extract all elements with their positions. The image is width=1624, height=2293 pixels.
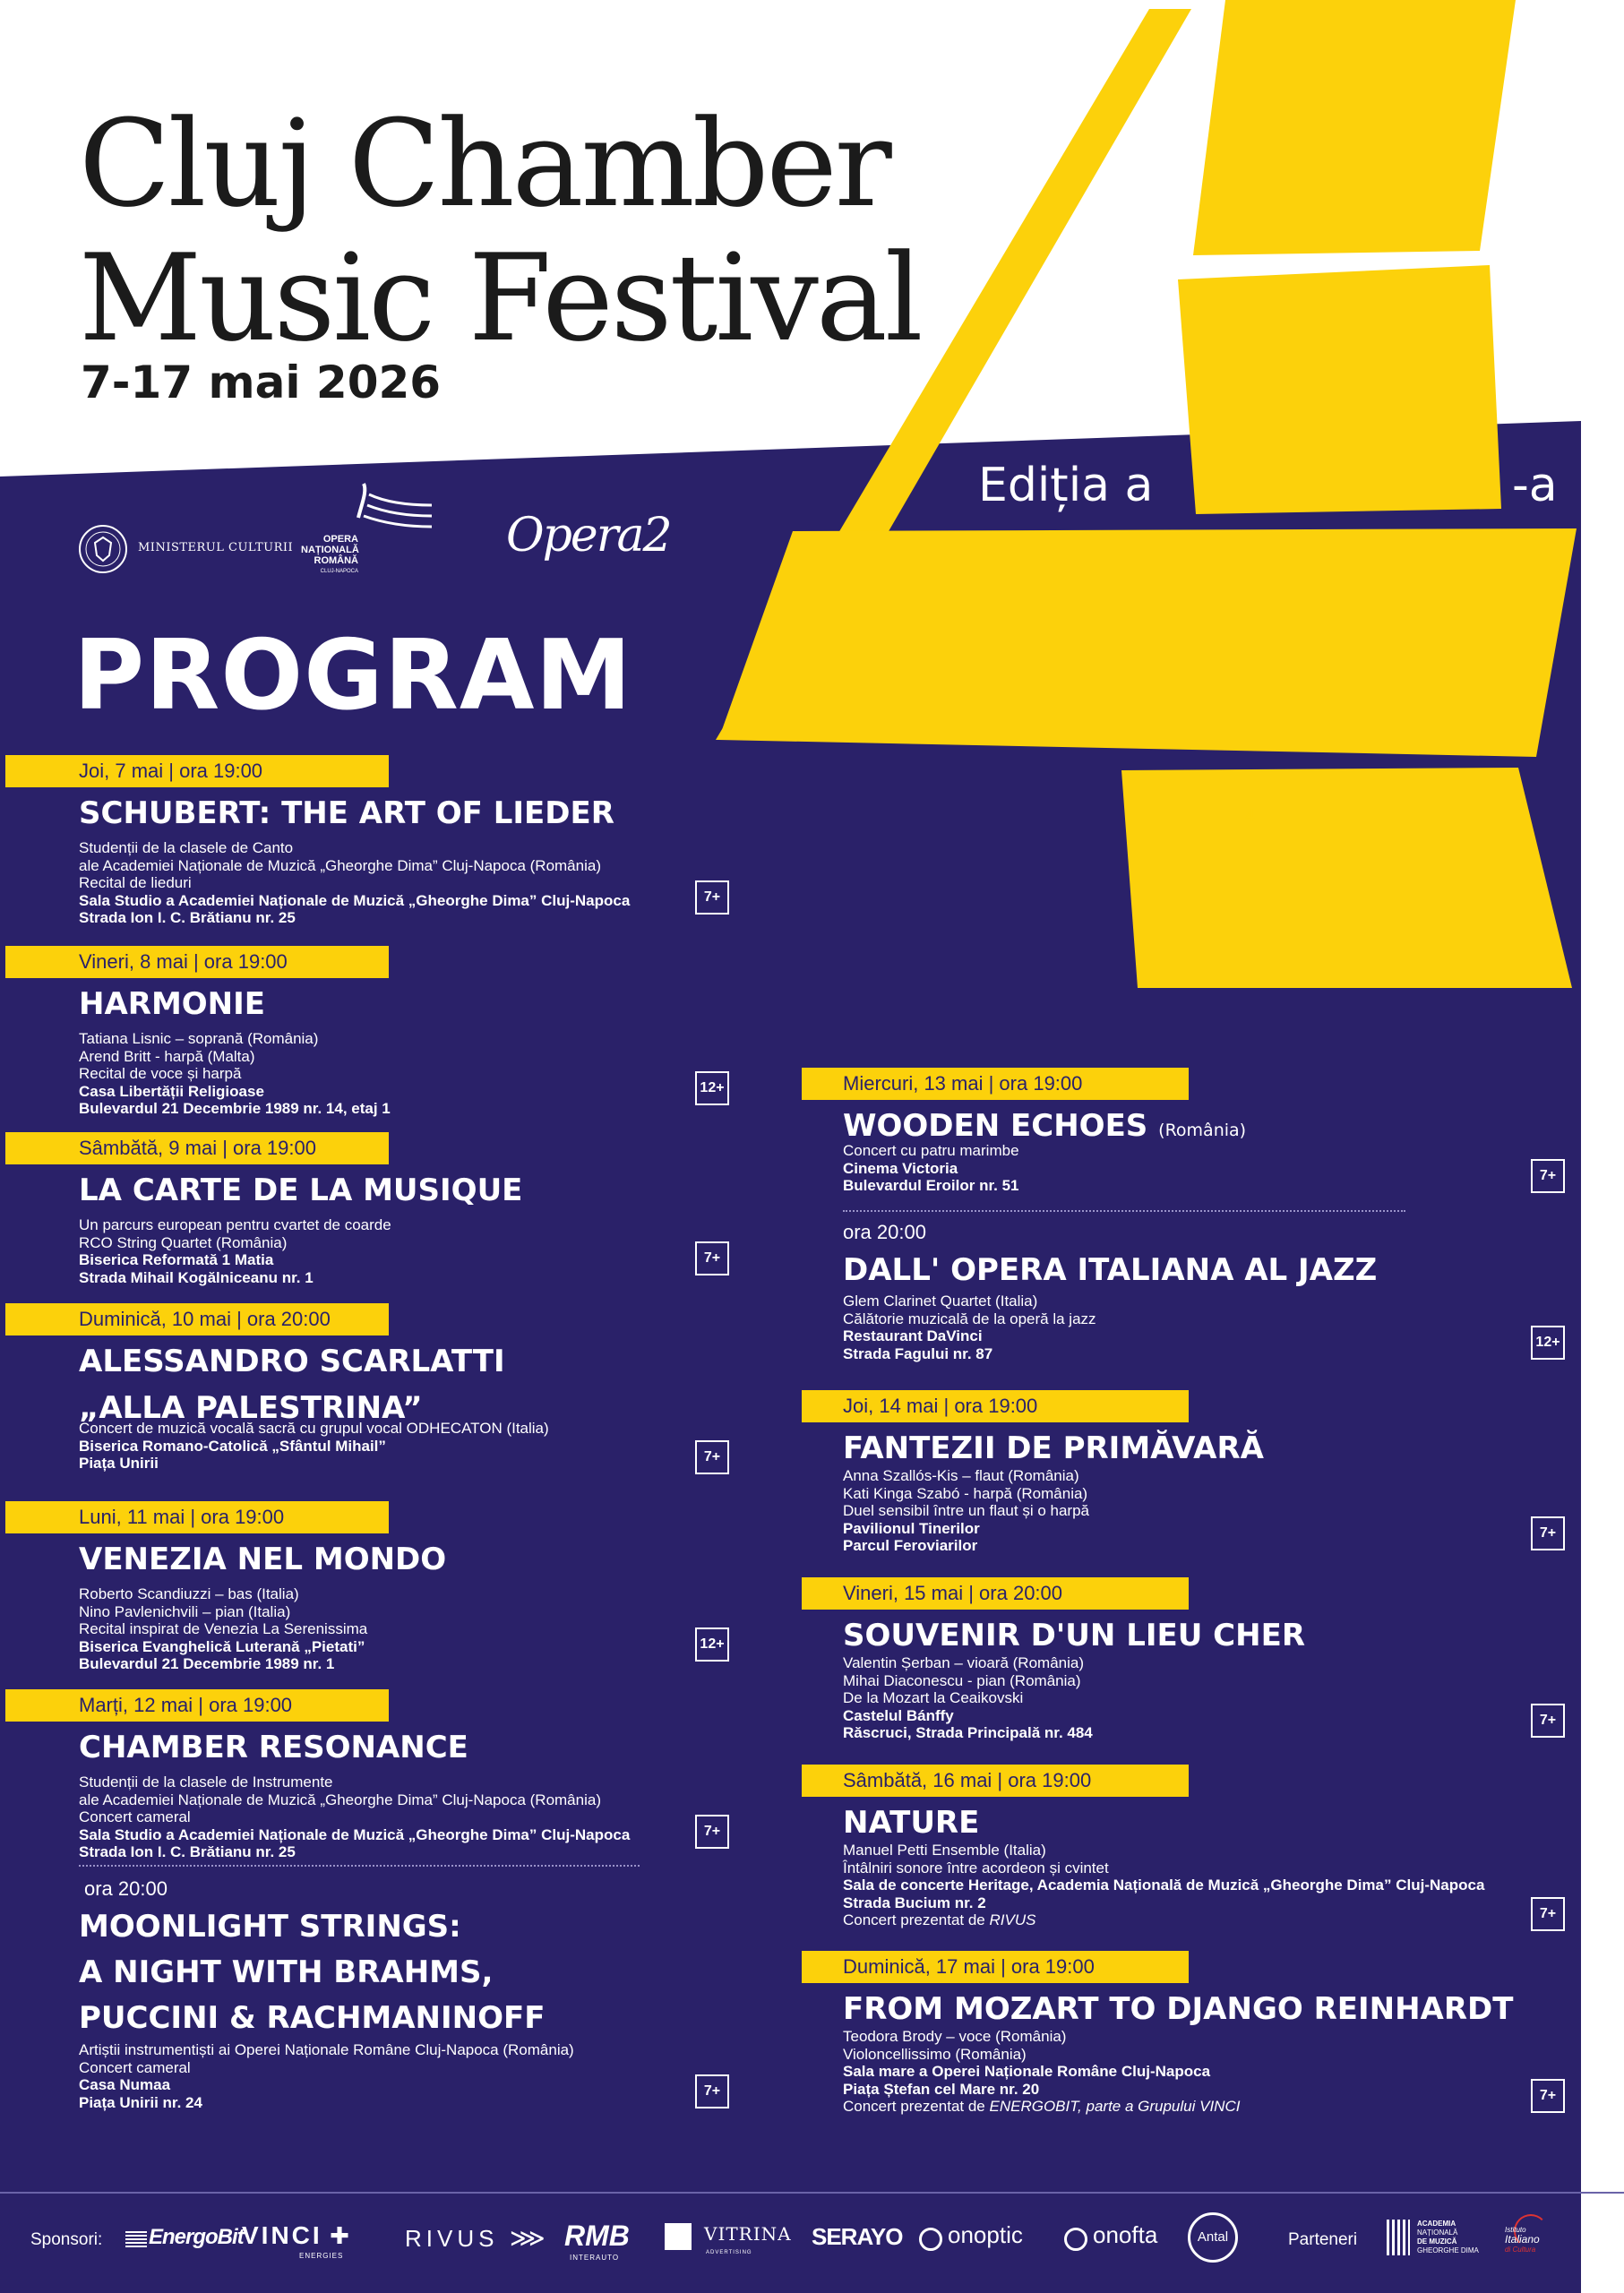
event-details [79, 1773, 630, 1861]
event-title: ALESSANDRO SCARLATTI [79, 1344, 505, 1379]
event-detail-line: Un parcurs european pentru cvartet de coarde [79, 1216, 391, 1233]
event-title-line-3: PUCCINI & RACHMANINOFF [79, 2000, 546, 2036]
partner-text-line: DE MUZICĂ [1417, 2237, 1457, 2246]
ministry-logo [77, 523, 294, 580]
sponsor-name: Antal [1197, 2229, 1229, 2245]
event-title-text: WOODEN ECHOES [843, 1108, 1148, 1144]
event-venue: Restaurant DaVinci [843, 1327, 983, 1344]
event-venue: Casa Libertății Religioase [79, 1082, 264, 1100]
event-date: Luni, 11 mai | ora 19:00 [5, 1501, 389, 1533]
sponsor-name: RMB [564, 2220, 630, 2252]
event-detail-line: Manuel Petti Ensemble (Italia) [843, 1842, 1046, 1859]
event-detail-line: Concert cu patru marimbe [843, 1142, 1019, 1159]
event-detail-line: Nino Pavlenichvili – pian (Italia) [79, 1602, 291, 1620]
partners-label: Parteneri [1288, 2230, 1358, 2249]
event-presenter [843, 1911, 1484, 1929]
event-detail-line: Duel sensibil între un flaut și o harpă [843, 1502, 1089, 1519]
presenter-name: ENERGOBIT, parte a Grupului VINCI [989, 2098, 1241, 2115]
event-details [79, 1585, 367, 1673]
event-details [79, 1030, 391, 1118]
event-date: Sâmbătă, 9 mai | ora 19:00 [5, 1132, 389, 1164]
event-venue: Biserica Evanghelică Luterană „Pietati” [79, 1637, 365, 1655]
event-detail-line: Violoncellissimo (România) [843, 2045, 1027, 2063]
event-title-note: (România) [1158, 1121, 1247, 1140]
title-line-1: Cluj Chamber [79, 94, 889, 234]
event-date: Marți, 12 mai | ora 19:00 [5, 1689, 389, 1722]
opera-logo-line-2: NAȚIONALĂ [301, 545, 359, 555]
sponsor-logo-rmb [564, 2220, 630, 2262]
event-details [843, 1292, 1096, 1362]
opera2-logo-text: Opera2 [506, 509, 671, 563]
event-title: MOONLIGHT STRINGS: [79, 1909, 461, 1945]
event-venue: Sala Studio a Academiei Naționale de Muzică „Gheorghe Dima” Cluj-Napoca [79, 1825, 631, 1843]
age-rating-badge: 12+ [695, 1627, 729, 1662]
event-detail-line: Concert cameral [79, 2058, 191, 2076]
four-bottom-bar [1121, 768, 1572, 988]
event-date: Miercuri, 13 mai | ora 19:00 [802, 1068, 1189, 1100]
event-time: ora 20:00 [843, 1221, 926, 1243]
academia-keys-icon [1387, 2220, 1410, 2255]
event-title: FANTEZII DE PRIMĂVARĂ [843, 1430, 1264, 1466]
event-venue: Casa Numaa [79, 2076, 171, 2093]
event-details [843, 1842, 1484, 1929]
age-rating-badge: 7+ [1531, 1159, 1565, 1193]
event-detail-line: Studenții de la clasele de Canto [79, 839, 294, 856]
event-title: NATURE [843, 1805, 980, 1841]
event-address: Strada Ion I. C. Brătianu nr. 25 [79, 909, 296, 926]
opera-waves-icon [299, 482, 434, 536]
event-address: Bulevardul 21 Decembrie 1989 nr. 1 [79, 1655, 335, 1672]
event-address: Parcul Feroviarilor [843, 1537, 978, 1554]
event-detail-line: ale Academiei Naționale de Muzică „Gheorghe Dima” Cluj-Napoca (România) [79, 1791, 601, 1808]
age-rating-badge: 7+ [695, 880, 729, 915]
event-address: Bulevardul 21 Decembrie 1989 nr. 14, etaj 1 [79, 1100, 391, 1117]
event-title: LA CARTE DE LA MUSIQUE [79, 1172, 523, 1208]
sponsor-subtitle: ENERGIES [299, 2252, 344, 2260]
partner-text-line: ACADEMIA [1417, 2220, 1456, 2228]
event-details [843, 1467, 1089, 1555]
opera2-logo [506, 509, 671, 563]
sponsor-name: VINCI [242, 2221, 322, 2249]
event-details [843, 1654, 1093, 1742]
event-detail-line: Studenții de la clasele de Instrumente [79, 1773, 333, 1791]
edition-prefix: Ediția a [978, 459, 1154, 512]
event-details [79, 2041, 574, 2111]
event-detail-line: Recital inspirat de Venezia La Serenissima [79, 1620, 368, 1637]
event-address: Strada Bucium nr. 2 [843, 1894, 986, 1911]
program-heading: PROGRAM [73, 620, 632, 732]
event-detail-line: ale Academiei Naționale de Muzică „Gheorghe Dima” Cluj-Napoca (România) [79, 856, 601, 874]
event-detail-line: Arend Britt - harpă (Malta) [79, 1047, 255, 1065]
event-date: Vineri, 8 mai | ora 19:00 [5, 946, 389, 978]
event-details [79, 1420, 549, 1473]
four-mid-bar [1178, 265, 1501, 514]
opera-logo-line-4: CLUJ-NAPOCA [320, 569, 358, 574]
opera-logo-line-3: ROMÂNĂ [314, 555, 358, 566]
event-address: Bulevardul Eroilor nr. 51 [843, 1177, 1019, 1194]
sponsor-name: onofta [1093, 2221, 1158, 2248]
partner-text-line: Istituto [1505, 2226, 1526, 2234]
partner-text-line: NAȚIONALĂ [1417, 2229, 1458, 2237]
age-rating-badge: 7+ [1531, 2079, 1565, 2113]
event-detail-line: Valentin Șerban – vioară (România) [843, 1654, 1084, 1671]
event-address: Piața Unirii nr. 24 [79, 2093, 202, 2111]
event-address: Strada Mihail Kogălniceanu nr. 1 [79, 1268, 314, 1286]
event-title: SCHUBERT: THE ART OF LIEDER [79, 795, 614, 831]
event-details [843, 1142, 1019, 1195]
event-venue: Biserica Reformată 1 Matia [79, 1251, 274, 1268]
partner-logo-academia [1387, 2220, 1479, 2255]
event-details [843, 2028, 1240, 2116]
event-detail-line: Glem Clarinet Quartet (Italia) [843, 1292, 1038, 1310]
presenter-prefix: Concert prezentat de [843, 2098, 990, 2115]
event-title-line-2: „ALLA PALESTRINA” [79, 1390, 423, 1426]
event-detail-line: Roberto Scandiuzzi – bas (Italia) [79, 1585, 299, 1602]
age-rating-badge: 12+ [1531, 1326, 1565, 1360]
event-title: DALL' OPERA ITALIANA AL JAZZ [843, 1252, 1378, 1288]
sponsor-subtitle: INTERAUTO [570, 2254, 620, 2262]
presenter-prefix: Concert prezentat de [843, 1911, 990, 1928]
age-rating-badge: 7+ [695, 1815, 729, 1849]
event-detail-line: Recital de lieduri [79, 874, 192, 891]
event-venue: Pavilionul Tinerilor [843, 1519, 980, 1537]
sponsor-logo-vinci [242, 2221, 349, 2260]
event-venue: Sala de concerte Heritage, Academia Națională de Muzică „Gheorghe Dima” Cluj-Napoca [843, 1876, 1485, 1894]
age-rating-badge: 7+ [1531, 1516, 1565, 1550]
sponsor-logo-onofta [1064, 2221, 1157, 2251]
title-line-2: Music Festival [79, 228, 921, 368]
dotted-separator [79, 1865, 640, 1867]
event-details [79, 839, 630, 927]
sponsor-name: EnergoBit [149, 2225, 244, 2249]
onoptic-eye-icon [919, 2228, 942, 2251]
sponsor-logo-onoptic [919, 2221, 1023, 2251]
sponsors-bar [0, 2193, 1624, 2293]
event-venue: Sala mare a Operei Naționale Române Cluj-Napoca [843, 2063, 1211, 2080]
event-address: Strada Fagului nr. 87 [843, 1344, 993, 1362]
opera-nationala-logo [299, 482, 434, 574]
age-rating-badge: 7+ [1531, 1897, 1565, 1931]
edition-suffix: -a [1512, 459, 1558, 512]
event-venue: Sala Studio a Academiei Naționale de Muzică „Gheorghe Dima” Cluj-Napoca [79, 891, 631, 909]
age-rating-badge: 7+ [695, 1241, 729, 1275]
sponsor-subtitle: ADVERTISING [706, 2250, 752, 2255]
ministry-seal-icon [77, 523, 129, 575]
partner-text-line: di Cultura [1505, 2246, 1536, 2254]
vinci-cross-icon: ✚ [330, 2222, 349, 2249]
event-venue: Castelul Bánffy [843, 1706, 954, 1724]
event-detail-line: Teodora Brody – voce (România) [843, 2028, 1067, 2045]
sponsor-logo-vitrina [665, 2223, 792, 2255]
four-top-bar [1193, 0, 1516, 255]
sponsors-label: Sponsori: [30, 2230, 103, 2249]
event-time: ora 20:00 [84, 1877, 168, 1900]
event-date: Joi, 7 mai | ora 19:00 [5, 755, 389, 787]
sponsor-name: RIVUS [405, 2225, 499, 2252]
event-detail-line: Anna Szallós-Kis – flaut (România) [843, 1467, 1079, 1484]
event-address: Strada Ion I. C. Brătianu nr. 25 [79, 1843, 296, 1860]
age-rating-badge: 12+ [695, 1071, 729, 1105]
event-address: Răscruci, Strada Principală nr. 484 [843, 1724, 1093, 1741]
event-detail-line: Artiștii instrumentiști ai Operei Naționale Române Cluj-Napoca (România) [79, 2041, 574, 2058]
festival-dates: 7-17 mai 2026 [81, 356, 442, 408]
event-presenter [843, 2098, 1240, 2116]
event-venue: Cinema Victoria [843, 1159, 958, 1177]
event-detail-line: De la Mozart la Ceaikovski [843, 1689, 1024, 1706]
event-title: FROM MOZART TO DJANGO REINHARDT [843, 1991, 1514, 2027]
event-detail-line: Călătorie muzicală de la operă la jazz [843, 1310, 1096, 1327]
age-rating-badge: 7+ [695, 2074, 729, 2108]
event-detail-line: Concert de muzică vocală sacră cu grupul vocal ODHECATON (Italia) [79, 1420, 549, 1437]
event-detail-line: Mihai Diaconescu - pian (România) [843, 1671, 1081, 1689]
ministry-name: MINISTERUL CULTURII [138, 541, 294, 554]
event-venue: Biserica Romano-Catolică „Sfântul Mihail” [79, 1437, 386, 1455]
sponsor-name: onoptic [948, 2221, 1023, 2248]
event-title-line-2: A NIGHT WITH BRAHMS, [79, 1954, 494, 1990]
sponsor-logo-energobit [125, 2225, 244, 2250]
onofta-eye-icon [1064, 2228, 1087, 2251]
event-date: Joi, 14 mai | ora 19:00 [802, 1390, 1189, 1422]
energobit-stripes-icon [125, 2231, 147, 2249]
event-date: Duminică, 17 mai | ora 19:00 [802, 1951, 1189, 1983]
event-detail-line: Tatiana Lisnic – soprană (România) [79, 1030, 319, 1047]
dotted-separator [843, 1210, 1405, 1212]
rivus-mark-icon: ⋙ [509, 2224, 546, 2252]
edition-number: 4 [1245, 806, 1256, 826]
event-detail-line: Întâlniri sonore între acordeon și cvintet [843, 1859, 1109, 1876]
presenter-name: RIVUS [989, 1911, 1036, 1928]
event-title: SOUVENIR D'UN LIEU CHER [843, 1618, 1305, 1653]
event-details [79, 1216, 391, 1286]
sponsor-logo-serayo [812, 2223, 902, 2251]
partner-text-line: GHEORGHE DIMA [1417, 2246, 1479, 2254]
sponsor-name: SERAYO [812, 2223, 903, 2250]
event-date: Sâmbătă, 16 mai | ora 19:00 [802, 1765, 1189, 1797]
sponsor-name: VITRINA [704, 2223, 792, 2246]
event-address: Piața Ștefan cel Mare nr. 20 [843, 2080, 1040, 2098]
vitrina-square-icon [665, 2223, 692, 2250]
event-title: CHAMBER RESONANCE [79, 1730, 468, 1765]
age-rating-badge: 7+ [695, 1440, 729, 1474]
event-title: VENEZIA NEL MONDO [79, 1542, 447, 1577]
four-crossbar [718, 528, 1577, 757]
event-date: Vineri, 15 mai | ora 20:00 [802, 1577, 1189, 1610]
event-detail-line: RCO String Quartet (România) [79, 1233, 288, 1251]
event-title: HARMONIE [79, 986, 266, 1022]
event-detail-line: Kati Kinga Szabó - harpă (România) [843, 1484, 1088, 1502]
age-rating-badge: 7+ [1531, 1704, 1565, 1738]
event-address: Piața Unirii [79, 1455, 159, 1472]
opera-logo-line-1: OPERA [322, 534, 358, 545]
event-detail-line: Recital de voce și harpă [79, 1065, 242, 1082]
partner-text-line: Italiano [1505, 2233, 1540, 2246]
sponsor-logo-rivus [405, 2223, 546, 2253]
festival-title [79, 94, 921, 368]
event-date: Duminică, 10 mai | ora 20:00 [5, 1303, 389, 1335]
event-detail-line: Concert cameral [79, 1808, 191, 1825]
sponsor-logo-antal [1188, 2212, 1238, 2263]
